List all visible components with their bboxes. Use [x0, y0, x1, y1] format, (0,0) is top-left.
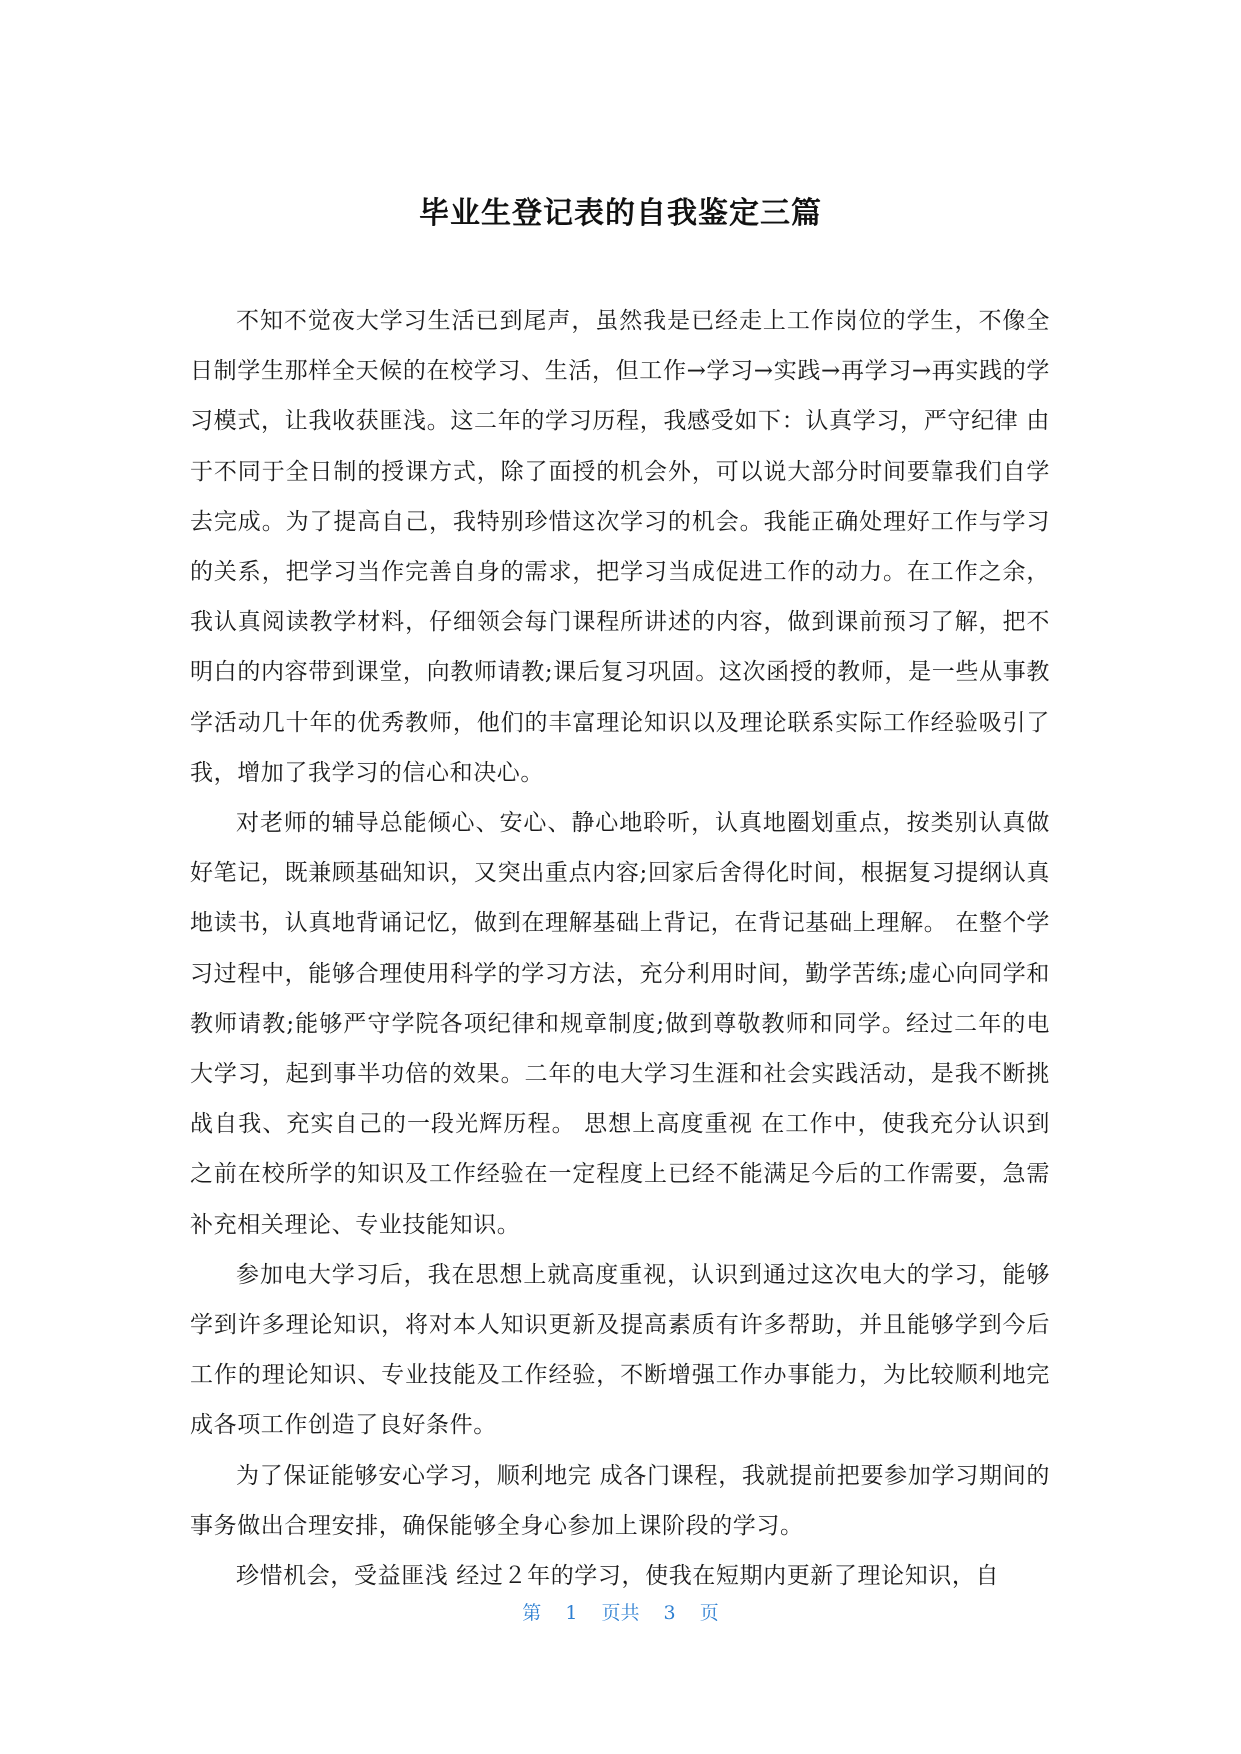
footer-prefix: 第	[522, 1602, 542, 1624]
paragraph-5: 珍惜机会，受益匪浅 经过２年的学习，使我在短期内更新了理论知识，自	[236, 1563, 1000, 1590]
paragraph-3: 参加电大学习后，我在思想上就高度重视，认识到通过这次电大的学习，能够学到许多理论知识，将对本人知识更新及提高素质有许多帮助，并且能够学到今后工作的理论知识、专业技能及工作经验，不断增强工作办事能力，为比较顺利地完成各项工作创造了良好条件。	[190, 1261, 1050, 1439]
paragraph-1: 不知不觉夜大学习生活已到尾声，虽然我是已经走上工作岗位的学生，不像全日制学生那样全天候的在校学习、生活，但工作→学习→实践→再学习→再实践的学习模式，让我收获匪浅。这二年的学习历程，我感受如下：认真学习，严守纪律 由于不同于全日制的授课方式，除了面授的机会外，可以说大部分时间要靠我们自学去完成。为了提高自己，我特别珍惜这次学习的机会。我能正确处理好工作与学习的关系，把学习当作完善自身的需求，把学习当成促进工作的动力。在工作之余，我认真阅读教学材料，仔细领会每门课程所讲述的内容，做到课前预习了解，把不明白的内容带到课堂，向教师请教;课后复习巩固。这次函授的教师，是一些从事教学活动几十年的优秀教师，他们的丰富理论知识以及理论联系实际工作经验吸引了我，增加了我学习的信心和决心。	[190, 308, 1050, 786]
footer-total-pages: 3	[663, 1602, 676, 1624]
document-body	[190, 296, 1050, 1601]
paragraph-2: 对老师的辅导总能倾心、安心、静心地聆听，认真地圈划重点，按类别认真做好笔记，既兼顾基础知识，又突出重点内容;回家后舍得化时间，根据复习提纲认真地读书，认真地背诵记忆，做到在理解基础上背记，在背记基础上理解。 在整个学习过程中，能够合理使用科学的学习方法，充分利用时间，勤学苦练;虚心向同学和教师请教;能够严守学院各项纪律和规章制度;做到尊敬教师和同学。经过二年的电大学习，起到事半功倍的效果。二年的电大学习生涯和社会实践活动，是我不断挑战自我、充实自己的一段光辉历程。 思想上高度重视 在工作中，使我充分认识到之前在校所学的知识及工作经验在一定程度上已经不能满足今后的工作需要，急需补充相关理论、专业技能知识。	[190, 810, 1050, 1238]
paragraph-4: 为了保证能够安心学习，顺利地完 成各门课程，我就提前把要参加学习期间的事务做出合理安排，确保能够全身心参加上课阶段的学习。	[190, 1462, 1050, 1539]
document-title: 毕业生登记表的自我鉴定三篇	[419, 196, 822, 231]
footer-current-page: 1	[565, 1602, 578, 1624]
page-footer	[0, 1598, 1241, 1625]
footer-suffix: 页	[699, 1602, 719, 1624]
footer-middle: 页共	[601, 1602, 640, 1624]
